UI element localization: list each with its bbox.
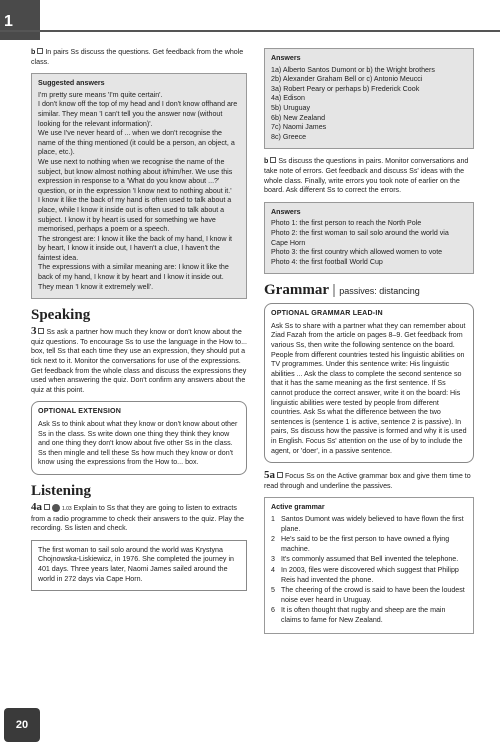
unit-number: 1: [4, 13, 13, 30]
answers-box-2: [264, 202, 474, 275]
page-number: 20: [4, 708, 40, 742]
item-text: It is often thought that rugby and sheep are the main claims to fame for New Zealand.: [281, 606, 446, 624]
task-5a: [264, 471, 474, 491]
grammar-heading: Grammar | passives: distancing: [264, 282, 420, 299]
unit-tab: [0, 0, 40, 40]
list-item: [271, 586, 467, 605]
optional-extension-title: OPTIONAL EXTENSION: [38, 407, 122, 416]
intro-b-label: b: [31, 48, 36, 56]
grammar-title: Grammar: [264, 282, 329, 299]
item-number: 2: [271, 535, 275, 544]
intro-b-text: In pairs Ss discuss the questions. Get feedback from the whole class.: [31, 48, 244, 66]
grammar-subtitle: passives: distancing: [339, 286, 420, 297]
answer-item: 8c) Greece: [271, 132, 307, 141]
item-text: He's said to be the first person to have owned a flying machine.: [281, 535, 450, 553]
item-number: 6: [271, 606, 275, 615]
grammar-leadin-box: [264, 303, 474, 463]
listening-box: [31, 540, 247, 591]
right-b-label: b: [264, 157, 269, 166]
item-number: 5: [271, 586, 275, 595]
listening-heading: Listening: [31, 482, 92, 499]
sa-line: I'm pretty sure means 'I'm quite certain'.: [38, 90, 163, 99]
answers-title: Answers: [271, 54, 301, 62]
active-grammar-title: Active grammar: [271, 503, 325, 512]
answer-item: 3a) Robert Peary or perhaps b) Frederick Cook: [271, 84, 420, 93]
arrow-icon: [270, 157, 276, 163]
answers-box-1: [264, 48, 474, 149]
sa-line: The strongest are: I know it like the back of my hand, I know it by heart, I know it inside out, I haven't a clue, I haven't the faintest idea.: [38, 234, 232, 262]
leadin-title: OPTIONAL GRAMMAR LEAD-IN: [271, 309, 383, 318]
arrow-icon: [37, 48, 43, 54]
answer-item: 4a) Edison: [271, 94, 305, 103]
item-text: It's commonly assumed that Bell invented the telephone.: [281, 555, 459, 564]
right-b-text: Ss discuss the questions in pairs. Monitor conversations and take note of errors. Get feedback and discuss Ss' ideas with the whole class. Finally, write errors you took note of earlier on the board. Ask different Ss to correct the errors.: [264, 157, 469, 195]
right-b: [264, 157, 474, 195]
task-5a-number: 5a: [264, 469, 275, 482]
item-text: The cheering of the crowd is said to have been the loudest noise ever heard in Uruguay.: [281, 586, 465, 604]
answer-item: Photo 3: the first country which allowed women to vote: [271, 248, 443, 257]
listening-text: Explain to Ss that they are going to listen to extracts from a radio programme to check their answers to the quiz. Play the recording. Ss listen and check.: [31, 503, 244, 533]
arrow-icon: [277, 472, 283, 478]
optional-extension-box: [31, 401, 247, 475]
speaking-heading: Speaking: [31, 307, 91, 324]
intro-b: [31, 48, 247, 67]
answer-item: 6b) New Zealand: [271, 113, 326, 122]
answers-title: Answers: [271, 207, 301, 216]
suggested-answers-title: Suggested answers: [38, 79, 105, 88]
list-item: [271, 606, 467, 625]
sa-line: I don't know off the top of my head and I don't know offhand are similar. They mean 'I can't tell you the answer now (without looking for the relevant information)'.: [38, 100, 238, 128]
answer-item: 5b) Uruguay: [271, 103, 311, 112]
left-column: [31, 48, 247, 599]
answer-item: 1a) Alberto Santos Dumont or b) the Wright brothers: [271, 65, 435, 74]
right-column: [264, 48, 474, 642]
list-item: [271, 566, 467, 585]
leadin-text: Ask Ss to share with a partner what they can remember about Ziad Fazah from the article on pages 8–9. Get feedback from various Ss, then write the following sentence on the board. People from different countries tested his linguistic abilities on TV programmes. Under this sentence write: His linguistic abilities ... Ask the class to complete the second sentence so that it has the same meaning as the first sentence. If Ss cannot produce the correct answer, write it on the board: His linguistic abilities were tested by people from different countries. Ask Ss what the difference between the two sentences is (sentence 1 is active, sentence 2 is passive). In pairs, Ss discuss how the passive is formed and why it is used in English. Focus Ss' attention on the use of by to include the agent, or 'doer', in a passive sentence.: [271, 321, 467, 455]
optional-extension-text: Ask Ss to think about what they know or don't know about other Ss in the class. Ss write down one thing they think they know and one thing they don't know about five other Ss in the class. Ss then mingle and tell these Ss how much they know or don't know using the expressions from the How to... box.: [38, 420, 238, 467]
track-number: 1.03: [61, 505, 72, 512]
sa-line: We use I've never heard of ... when we don't recognise the name of the thing mentioned (it could be a person, an object, a place, etc.).: [38, 129, 235, 157]
item-number: 3: [271, 555, 275, 564]
speaking-number: 3: [31, 325, 37, 338]
header-rule: [0, 30, 500, 32]
list-item: [271, 555, 467, 565]
active-grammar-list: [271, 515, 467, 626]
answer-item: 2b) Alexander Graham Bell or c) Antonio Meucci: [271, 75, 423, 84]
arrow-icon: [44, 504, 50, 510]
item-number: 4: [271, 565, 275, 574]
sa-line: We use next to nothing when we recognise the name of the subject, but know almost nothing about it/him/her. We use this expression in response to a 'What do you know about ...?' question, or in the expression 'I know next to nothing about it.': [38, 157, 233, 195]
sa-line: The expressions with a similar meaning are: I know it like the back of my hand, I know it by heart and I know it inside out. They mean 'I know it extremely well'.: [38, 263, 229, 291]
arrow-icon: [38, 328, 44, 334]
sa-line: I know it like the back of my hand is often used to talk about a place, while I know it inside out is often used to talk about a subject. I know it by heart is used for something we have memorised, perhaps a poem or a speech.: [38, 196, 232, 234]
listening-task: [31, 500, 247, 534]
task-5a-text: Focus Ss on the Active grammar box and give them time to read through and underline the passives.: [264, 472, 471, 490]
active-grammar-box: [264, 497, 474, 633]
cd-icon: [52, 504, 60, 512]
item-text: In 2003, files were discovered which suggest that Philipp Reis had invented the phone.: [281, 565, 459, 584]
listening-number: 4a: [31, 500, 42, 513]
answer-item: Photo 4: the first football World Cup: [271, 257, 383, 266]
speaking-task: [31, 327, 247, 395]
suggested-answers-box: [31, 73, 247, 299]
list-item: [271, 515, 467, 534]
answer-item: 7c) Naomi James: [271, 123, 327, 132]
listening-box-text: The first woman to sail solo around the world was Krystyna Chojnowska-Liskiewicz, in 1976. She completed the journey in 401 days. Three years later, Naomi James sailed around the world in 272 days via Cape Horn.: [38, 545, 234, 583]
list-item: [271, 535, 467, 554]
item-text: Santos Dumont was widely believed to have flown the first plane.: [281, 514, 464, 533]
speaking-text: Ss ask a partner how much they know or don't know about the quiz questions. To encourage Ss to use the language in the How to... box, tell Ss that each time they use an expression, they should put a tick next to it. Monitor the conversations for use of the expressions. Get feedback from the whole class and discuss the expressions they used when answering the quiz. Don't confirm any answers about the quiz at this point.: [31, 328, 247, 394]
answer-item: Photo 2: the first woman to sail solo around the world via Cape Horn: [271, 228, 449, 247]
item-number: 1: [271, 514, 275, 523]
answer-item: Photo 1: the first person to reach the North Pole: [271, 219, 422, 228]
